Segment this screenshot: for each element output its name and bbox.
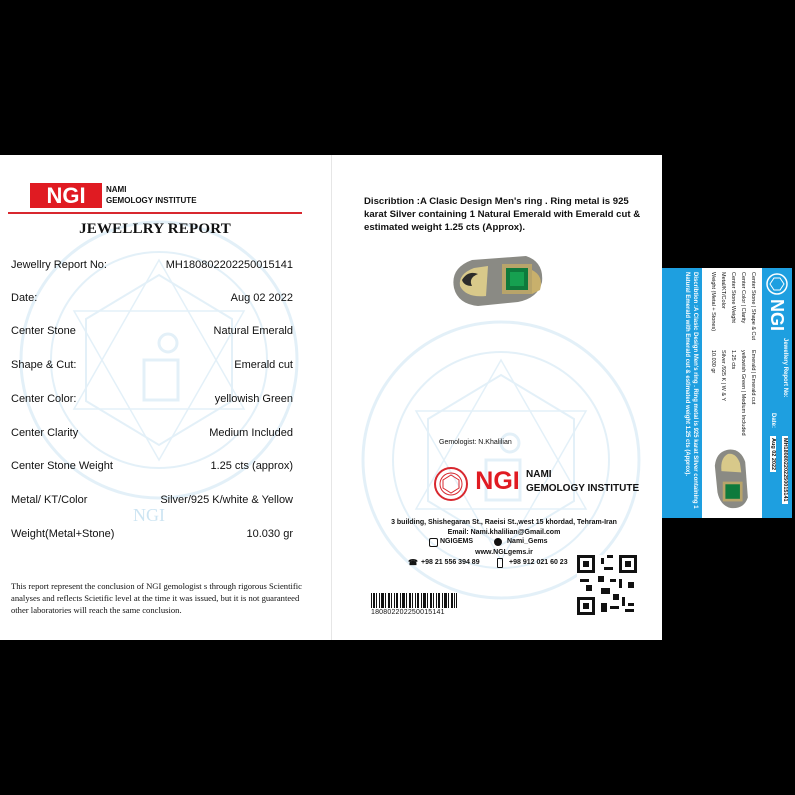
field-stone-weight: Center Stone Weight 1.25 cts (approx) (11, 460, 293, 472)
institute-address: 3 building, Shishegaran St., Raeisi St.,west 15 khordad, Tehram-Iran (391, 519, 617, 526)
ring-description: Discribtion :A Clasic Design Men's ring . Ring metal is 925 karat Silver containing 1 Natural Emerald with Emerald cut & estimated weight 1.25 cts (Approx). (364, 196, 641, 233)
watermark-label-left: NGI (133, 505, 165, 525)
card-logo: NGI (767, 299, 787, 332)
telegram-icon (494, 538, 502, 546)
card-row-label: Center Stone | Shape & Cut (750, 272, 756, 341)
header-rule (8, 212, 302, 214)
card-description: Discribtion :A Clasic Design Men's ring . Ring metal is 925 karat Silver containing 1 Natural Emerald with Emerald cut & estimated weight 1.25 cts (Approx). (684, 272, 698, 509)
card-title: Jewellery Report No: (782, 338, 788, 398)
phone-icon: ☎ (408, 558, 418, 567)
barcode (371, 593, 457, 608)
field-metal: Metal/ KT/Color Silver/925 K/white & Yellow (11, 494, 293, 506)
field-total-weight: Weight(Metal+Stone) 10.030 gr (11, 528, 293, 540)
logo-back-line1: NAMI (526, 469, 552, 480)
disclaimer-text: This report represent the conclusion of NGI gemologist s through rigorous Scientific analyses and reflects Scietific level at the time it was issued, but it is not guaranteed other laboratories will reach the same conclusion. (11, 581, 302, 615)
field-report-no: Jewellry Report No: MH180802202250015141 (11, 259, 293, 271)
logo-name-line1: NAMI (106, 185, 127, 194)
report-sheet (0, 155, 662, 640)
card-seal-icon (765, 272, 789, 296)
ngi-logo-box: NGI (30, 183, 102, 208)
card-row-value: 10.030 gr (710, 350, 716, 374)
mobile-number: +98 912 021 60 23 (509, 559, 568, 566)
card-date: Aug 02 2022 (770, 438, 776, 471)
card-date-label: Date: (770, 413, 776, 429)
card-row-label: Weight (Metal + Stones) (710, 272, 716, 332)
card-row-label: Metal/KT/Color (720, 272, 726, 309)
mobile-icon (497, 558, 503, 568)
gemologist-name: Gemologist: N.Khalilian (439, 439, 512, 446)
card-row-label: Center Stone Weight (730, 272, 736, 323)
card-number: MH180802202250015141 (782, 438, 788, 502)
field-center-color: Center Color: yellowish Green (11, 393, 293, 405)
logo-name-line2: GEMOLOGY INSTITUTE (106, 196, 197, 205)
card-row-value: Emerald | Emerald cut (750, 350, 756, 405)
card-ring-photo (708, 446, 756, 512)
barcode-number: 180802202250015141 (371, 609, 445, 616)
phone-number: +98 21 556 394 89 (421, 559, 480, 566)
ring-photo (448, 250, 548, 310)
institute-email: Email: Nami.khalilian@Gmail.com (447, 529, 561, 536)
qr-code (577, 555, 637, 615)
field-date: Date: Aug 02 2022 (11, 292, 293, 304)
page-divider (331, 155, 332, 640)
institute-seal-icon (433, 466, 469, 502)
instagram-handle[interactable]: NGIGEMS (440, 538, 474, 545)
card-row-label: Center Color | Clarity (740, 272, 746, 324)
report-card (662, 268, 792, 518)
instagram-icon (429, 538, 438, 547)
report-card-content (662, 268, 792, 518)
field-shape-cut: Shape & Cut: Emerald cut (11, 359, 293, 371)
field-center-clarity: Center Clarity Medium Included (11, 427, 293, 439)
institute-website[interactable]: www.NGLgems.ir (475, 549, 533, 556)
card-row-value: yellowish Green | Medium Included (740, 350, 746, 436)
telegram-handle[interactable]: Nami_Gems (507, 538, 548, 545)
card-row-value: Silver /925 K | W & Y (720, 350, 726, 402)
card-row-value: 1.25 cts (730, 350, 736, 370)
ngi-logo-box-back: NGI (475, 467, 520, 495)
field-center-stone: Center Stone Natural Emerald (11, 325, 293, 337)
logo-back-line2: GEMOLOGY INSTITUTE (526, 483, 640, 494)
page-title: JEWELLRY REPORT (79, 221, 231, 237)
